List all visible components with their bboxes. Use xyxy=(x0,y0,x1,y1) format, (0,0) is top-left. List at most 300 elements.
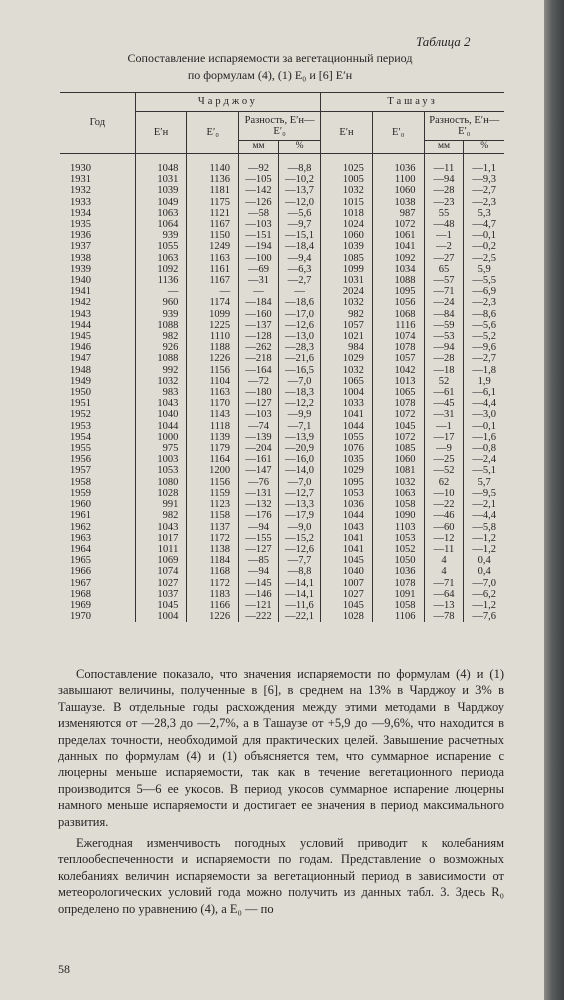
table-cell: — xyxy=(135,286,187,297)
table-cell: 1106 xyxy=(372,611,424,622)
table-cell: 1052 xyxy=(372,544,424,555)
table-cell: 1028 xyxy=(321,611,373,622)
table-row xyxy=(60,600,504,611)
cell-year: 1946 xyxy=(70,342,91,354)
table-cell: —74 xyxy=(239,421,279,432)
table-cell: 1053 xyxy=(135,465,187,476)
table-row xyxy=(60,331,504,342)
table-cell: —9,6 xyxy=(464,342,504,353)
table-cell: —15,1 xyxy=(279,230,321,241)
table-cell: —2,7 xyxy=(464,185,504,196)
table-cell: 0,4 xyxy=(464,566,504,577)
table-cell: 1170 xyxy=(187,398,239,409)
table-cell: —64 xyxy=(424,589,464,600)
table-cell: 1036 xyxy=(321,499,373,510)
table-cell: —128 xyxy=(239,331,279,342)
table-cell: 1043 xyxy=(135,398,187,409)
table-cell: 1021 xyxy=(321,331,373,342)
caption-line: Сопоставление испаряемости за вегетационный период xyxy=(127,51,413,65)
table-cell: 1184 xyxy=(187,555,239,566)
table-caption xyxy=(60,50,480,84)
table-cell: —94 xyxy=(239,522,279,533)
table-cell: 1074 xyxy=(135,566,187,577)
table-cell: —21,6 xyxy=(279,353,321,364)
table-cell: 1183 xyxy=(187,589,239,600)
table-cell: 1029 xyxy=(321,353,373,364)
table-cell: 1072 xyxy=(372,432,424,443)
table-cell: —1 xyxy=(424,421,464,432)
cell-year: 1949 xyxy=(70,375,91,387)
table-cell: 1043 xyxy=(135,522,187,533)
table-cell: —11 xyxy=(424,154,464,175)
table-cell: 1078 xyxy=(372,398,424,409)
header-eo: E′₀ xyxy=(372,112,424,154)
table-cell: —18,6 xyxy=(279,297,321,308)
table-cell: —12,6 xyxy=(279,544,321,555)
book-spine xyxy=(544,0,564,1000)
table-cell: —103 xyxy=(239,219,279,230)
cell-year: 1961 xyxy=(70,510,91,522)
table-cell: 1063 xyxy=(135,253,187,264)
table-cell: —194 xyxy=(239,241,279,252)
cell-year: 1956 xyxy=(70,454,91,466)
table-cell: —9,7 xyxy=(279,219,321,230)
table-cell: —48 xyxy=(424,219,464,230)
paragraph: Сопоставление показало, что значения испаряемости по формулам (4) и (1) завышают величины, полученные в [6], в среднем на 13% в Чарджоу и 3% в Ташаузе. В отдельные годы расхождения между этими методами в Чарджоу изменяются от —28,3 до —2,7%, а в Ташаузе от +5,9 до —9,6%, что находится в пределах точности, необходимой для практических целей. Завышение расчетных данных по формулам (4) и (1) объясняется тем, что суммарное испарение с люцерны меньше испаряемости, так как в течение вегетационного периода производится 5—6 ее укосов. В период укосов суммарное испарение люцерны намного меньше испаряемости и достигает ее значения в период максимального развития. xyxy=(58,667,504,829)
table-cell: 1060 xyxy=(372,185,424,196)
table-cell: 1029 xyxy=(321,465,373,476)
table-cell: 1104 xyxy=(187,376,239,387)
header-group-chardzhou: Чарджоу xyxy=(135,93,320,112)
table-cell: 1068 xyxy=(372,309,424,320)
table-cell: —17,9 xyxy=(279,510,321,521)
header-diff: Разность, E′н—E′₀ xyxy=(239,112,321,141)
table-cell: 1143 xyxy=(187,409,239,420)
table-cell: 1116 xyxy=(372,320,424,331)
table-cell: 1035 xyxy=(321,454,373,465)
cell-year: 1941 xyxy=(70,286,91,298)
table-cell: 1017 xyxy=(135,533,187,544)
table-cell: —18,4 xyxy=(279,241,321,252)
cell-year: 1944 xyxy=(70,319,91,331)
table-cell: 960 xyxy=(135,297,187,308)
table-row xyxy=(60,275,504,286)
table-cell: 1036 xyxy=(372,154,424,175)
table-cell: —45 xyxy=(424,398,464,409)
table-cell: 1057 xyxy=(372,353,424,364)
table-cell: —57 xyxy=(424,275,464,286)
table-cell: —20,9 xyxy=(279,443,321,454)
table-cell: —14,1 xyxy=(279,578,321,589)
table-cell: —146 xyxy=(239,589,279,600)
table-row xyxy=(60,208,504,219)
header-en: E′н xyxy=(135,112,187,154)
cell-year: 1954 xyxy=(70,431,91,443)
table-cell: 1065 xyxy=(372,387,424,398)
table-cell: —5,5 xyxy=(464,275,504,286)
table-cell: —28 xyxy=(424,353,464,364)
table-row xyxy=(60,443,504,454)
table-cell: 1156 xyxy=(187,365,239,376)
table-row xyxy=(60,409,504,420)
table-cell: 4 xyxy=(424,555,464,566)
table-cell: —151 xyxy=(239,230,279,241)
table-cell: — xyxy=(279,286,321,297)
table-cell: —27 xyxy=(424,253,464,264)
table-row xyxy=(60,555,504,566)
table-cell: —127 xyxy=(239,544,279,555)
table-cell: —7,0 xyxy=(464,578,504,589)
cell-year: 1940 xyxy=(70,275,91,287)
table-cell: 992 xyxy=(135,365,187,376)
table-cell: 1041 xyxy=(372,241,424,252)
table-cell: —7,7 xyxy=(279,555,321,566)
table-cell: —12,6 xyxy=(279,320,321,331)
table-row xyxy=(60,398,504,409)
cell-year: 1950 xyxy=(70,387,91,399)
table-cell: —12,0 xyxy=(279,197,321,208)
cell-year: 1963 xyxy=(70,532,91,544)
table-cell: —94 xyxy=(239,566,279,577)
header-mm: мм xyxy=(239,141,279,154)
table-row xyxy=(60,253,504,264)
table-cell: 1033 xyxy=(321,398,373,409)
table-cell: —0,2 xyxy=(464,241,504,252)
table-cell: —6,3 xyxy=(279,264,321,275)
table-cell: —5,6 xyxy=(279,208,321,219)
table-cell: 1064 xyxy=(135,219,187,230)
table-cell: 1032 xyxy=(321,365,373,376)
table-cell: —31 xyxy=(424,409,464,420)
table-cell: 1063 xyxy=(135,208,187,219)
table-cell: —22,1 xyxy=(279,611,321,622)
table-row xyxy=(60,387,504,398)
table-row xyxy=(60,309,504,320)
table-cell: 1058 xyxy=(372,600,424,611)
table-cell: —13 xyxy=(424,600,464,611)
cell-year: 1953 xyxy=(70,420,91,432)
table-cell: —7,6 xyxy=(464,611,504,622)
table-cell: 1063 xyxy=(372,488,424,499)
table-row xyxy=(60,241,504,252)
table-cell: 1091 xyxy=(372,589,424,600)
table-cell: 939 xyxy=(135,309,187,320)
table-cell: 1092 xyxy=(135,264,187,275)
table-row xyxy=(60,230,504,241)
table-cell: —4,4 xyxy=(464,510,504,521)
table-cell: 1118 xyxy=(187,421,239,432)
table-cell: —13,9 xyxy=(279,432,321,443)
table-cell: —10 xyxy=(424,488,464,499)
table-cell: 65 xyxy=(424,264,464,275)
table-cell: —5,2 xyxy=(464,331,504,342)
table-cell: 1027 xyxy=(321,589,373,600)
table-cell: 1123 xyxy=(187,499,239,510)
table-cell: 1045 xyxy=(321,555,373,566)
table-cell: —25 xyxy=(424,454,464,465)
table-cell: —6,2 xyxy=(464,589,504,600)
cell-year: 1969 xyxy=(70,599,91,611)
table-cell: 1078 xyxy=(372,578,424,589)
table-cell: 1040 xyxy=(321,566,373,577)
table-cell: 1005 xyxy=(321,174,373,185)
table-cell: 1024 xyxy=(321,219,373,230)
cell-year: 1931 xyxy=(70,174,91,186)
table-cell: —61 xyxy=(424,387,464,398)
table-cell: — xyxy=(187,286,239,297)
table-cell: 1076 xyxy=(321,443,373,454)
table-cell: —3,0 xyxy=(464,409,504,420)
table-cell: 1085 xyxy=(321,253,373,264)
table-cell: —60 xyxy=(424,522,464,533)
table-cell: 1090 xyxy=(372,510,424,521)
table-cell: —85 xyxy=(239,555,279,566)
table-cell: —1 xyxy=(424,230,464,241)
table-cell: —2,7 xyxy=(464,353,504,364)
table-cell: —204 xyxy=(239,443,279,454)
table-cell: 1040 xyxy=(135,409,187,420)
table-cell: —78 xyxy=(424,611,464,622)
table-cell: 1110 xyxy=(187,331,239,342)
table-cell: —1,1 xyxy=(464,154,504,175)
table-cell: 1055 xyxy=(135,241,187,252)
table-cell: —5,1 xyxy=(464,465,504,476)
cell-year: 1955 xyxy=(70,443,91,455)
table-cell: 1158 xyxy=(187,510,239,521)
cell-year: 1952 xyxy=(70,409,91,421)
header-year: Год xyxy=(60,93,135,154)
table-cell: 1032 xyxy=(135,376,187,387)
table-cell: —59 xyxy=(424,320,464,331)
table-cell: 1095 xyxy=(321,477,373,488)
table-row xyxy=(60,174,504,185)
table-cell: 1163 xyxy=(187,253,239,264)
table-cell: —9,5 xyxy=(464,488,504,499)
body-text xyxy=(58,666,504,917)
table-cell: 5,9 xyxy=(464,264,504,275)
table-cell: —2,3 xyxy=(464,197,504,208)
paragraph: Ежегодная изменчивость погодных условий приводит к колебаниям теплообеспеченности и испаряемости по годам. Представление о возможных колебаниях величин испаряемости за вегетационный период в зависимости от метеорологических условий года можно получить из данных табл. 3. Здесь R₀ определено по уравнению (4), а E₀ — по xyxy=(58,836,504,916)
table-cell: 1011 xyxy=(135,544,187,555)
table-cell: 1027 xyxy=(135,578,187,589)
table-cell: —7,0 xyxy=(279,477,321,488)
table-row xyxy=(60,154,504,175)
table-cell: 1163 xyxy=(187,387,239,398)
table-cell: —14,0 xyxy=(279,465,321,476)
evaporation-table xyxy=(60,92,504,622)
header-group-tashauz: Ташауз xyxy=(321,93,504,112)
table-cell: 55 xyxy=(424,208,464,219)
header-en: E′н xyxy=(321,112,373,154)
table-row xyxy=(60,589,504,600)
table-cell: —6,1 xyxy=(464,387,504,398)
table-cell: —72 xyxy=(239,376,279,387)
table-cell: —1,2 xyxy=(464,533,504,544)
table-cell: 1039 xyxy=(321,241,373,252)
table-cell: —2,7 xyxy=(279,275,321,286)
table-cell: 1164 xyxy=(187,454,239,465)
table-body xyxy=(60,154,504,623)
page-number: 58 xyxy=(58,962,70,976)
table-cell: —9,0 xyxy=(279,522,321,533)
table-row xyxy=(60,454,504,465)
table-cell: 1031 xyxy=(135,174,187,185)
table-cell: —9,4 xyxy=(279,253,321,264)
table-cell: 1100 xyxy=(372,174,424,185)
cell-year: 1959 xyxy=(70,487,91,499)
table-cell: 1043 xyxy=(321,522,373,533)
table-cell: 1226 xyxy=(187,353,239,364)
table-cell: —121 xyxy=(239,600,279,611)
table-cell: 1056 xyxy=(372,297,424,308)
table-cell: 1013 xyxy=(372,376,424,387)
table-cell: 1069 xyxy=(135,555,187,566)
table-row xyxy=(60,342,504,353)
table-cell: 1037 xyxy=(135,589,187,600)
table-cell: —13,0 xyxy=(279,331,321,342)
table-cell: —155 xyxy=(239,533,279,544)
table-cell: 1038 xyxy=(372,197,424,208)
table-cell: 1041 xyxy=(321,533,373,544)
table-cell: —28,3 xyxy=(279,342,321,353)
table-cell: —0,8 xyxy=(464,443,504,454)
table-cell: —7,0 xyxy=(279,376,321,387)
table-cell: —222 xyxy=(239,611,279,622)
table-cell: 1159 xyxy=(187,488,239,499)
cell-year: 1965 xyxy=(70,555,91,567)
table-cell: 1055 xyxy=(321,432,373,443)
table-cell: —94 xyxy=(424,342,464,353)
table-cell: —1,2 xyxy=(464,600,504,611)
table-cell: —12 xyxy=(424,533,464,544)
table-cell: 1036 xyxy=(372,566,424,577)
table-cell: 1018 xyxy=(321,208,373,219)
table-cell: 1003 xyxy=(135,454,187,465)
cell-year: 1939 xyxy=(70,263,91,275)
table-cell: 1044 xyxy=(321,510,373,521)
cell-year: 1936 xyxy=(70,230,91,242)
table-row xyxy=(60,510,504,521)
table-cell: —17,0 xyxy=(279,309,321,320)
table-cell: —53 xyxy=(424,331,464,342)
table-row xyxy=(60,264,504,275)
table-cell: 1168 xyxy=(187,566,239,577)
table-cell: —1,8 xyxy=(464,365,504,376)
table-cell: —17 xyxy=(424,432,464,443)
table-cell: —8,8 xyxy=(279,154,321,175)
table-cell: 1150 xyxy=(187,230,239,241)
table-cell: 926 xyxy=(135,342,187,353)
table-cell: 1032 xyxy=(372,477,424,488)
table-cell: 1121 xyxy=(187,208,239,219)
table-cell: 1034 xyxy=(372,264,424,275)
table-row xyxy=(60,432,504,443)
table-cell: —13,3 xyxy=(279,499,321,510)
table-label: Таблица 2 xyxy=(416,34,471,49)
table-cell: 1060 xyxy=(321,230,373,241)
cell-year: 1943 xyxy=(70,308,91,320)
table-cell: 1140 xyxy=(187,154,239,175)
table-cell: 1172 xyxy=(187,533,239,544)
table-cell: 1095 xyxy=(372,286,424,297)
table-cell: 52 xyxy=(424,376,464,387)
table-cell: —184 xyxy=(239,297,279,308)
table-row xyxy=(60,465,504,476)
table-cell: 1167 xyxy=(187,219,239,230)
table-cell: 939 xyxy=(135,230,187,241)
table-cell: 1044 xyxy=(321,421,373,432)
table-cell: —92 xyxy=(239,154,279,175)
table-cell: —5,8 xyxy=(464,522,504,533)
cell-year: 1970 xyxy=(70,611,91,623)
table-cell: 1025 xyxy=(321,154,373,175)
table-cell: 1167 xyxy=(187,275,239,286)
table-cell: —9,3 xyxy=(464,174,504,185)
table-cell: 987 xyxy=(372,208,424,219)
table-cell: —13,7 xyxy=(279,185,321,196)
table-cell: 2024 xyxy=(321,286,373,297)
table-cell: 1042 xyxy=(372,365,424,376)
table-cell: —0,1 xyxy=(464,421,504,432)
table-cell: —69 xyxy=(239,264,279,275)
table-cell: 1179 xyxy=(187,443,239,454)
table-cell: 1061 xyxy=(372,230,424,241)
table-cell: 1088 xyxy=(372,275,424,286)
table-cell: 1172 xyxy=(187,578,239,589)
table-cell: —262 xyxy=(239,342,279,353)
cell-year: 1932 xyxy=(70,185,91,197)
table-cell: 1136 xyxy=(135,275,187,286)
table-cell: —46 xyxy=(424,510,464,521)
table-cell: 1000 xyxy=(135,432,187,443)
table-cell: 1039 xyxy=(135,185,187,196)
table-row xyxy=(60,197,504,208)
table-cell: —218 xyxy=(239,353,279,364)
table-cell: 4 xyxy=(424,566,464,577)
table-cell: —180 xyxy=(239,387,279,398)
table-cell: 1045 xyxy=(372,421,424,432)
table-cell: —18,3 xyxy=(279,387,321,398)
header-pct: % xyxy=(279,141,321,154)
table-cell: —4,4 xyxy=(464,398,504,409)
table-row xyxy=(60,365,504,376)
table-cell: —2,3 xyxy=(464,297,504,308)
table-cell: 1074 xyxy=(372,331,424,342)
table-row xyxy=(60,185,504,196)
table-cell: 1015 xyxy=(321,197,373,208)
cell-year: 1960 xyxy=(70,499,91,511)
table-cell: 1156 xyxy=(187,477,239,488)
table-cell: 1048 xyxy=(135,154,187,175)
table-cell: —103 xyxy=(239,409,279,420)
table-row xyxy=(60,499,504,510)
table-row xyxy=(60,353,504,364)
table-cell: —14,1 xyxy=(279,589,321,600)
table-cell: 5,3 xyxy=(464,208,504,219)
cell-year: 1967 xyxy=(70,577,91,589)
table-cell: —147 xyxy=(239,465,279,476)
table-cell: 1007 xyxy=(321,578,373,589)
header-mm: мм xyxy=(424,141,464,154)
table-cell: —100 xyxy=(239,253,279,264)
table-cell: 1045 xyxy=(135,600,187,611)
table-cell: —160 xyxy=(239,309,279,320)
table-cell: 1072 xyxy=(372,409,424,420)
table-cell: —164 xyxy=(239,365,279,376)
table-cell: 991 xyxy=(135,499,187,510)
table-cell: —4,7 xyxy=(464,219,504,230)
table-cell: 1099 xyxy=(187,309,239,320)
